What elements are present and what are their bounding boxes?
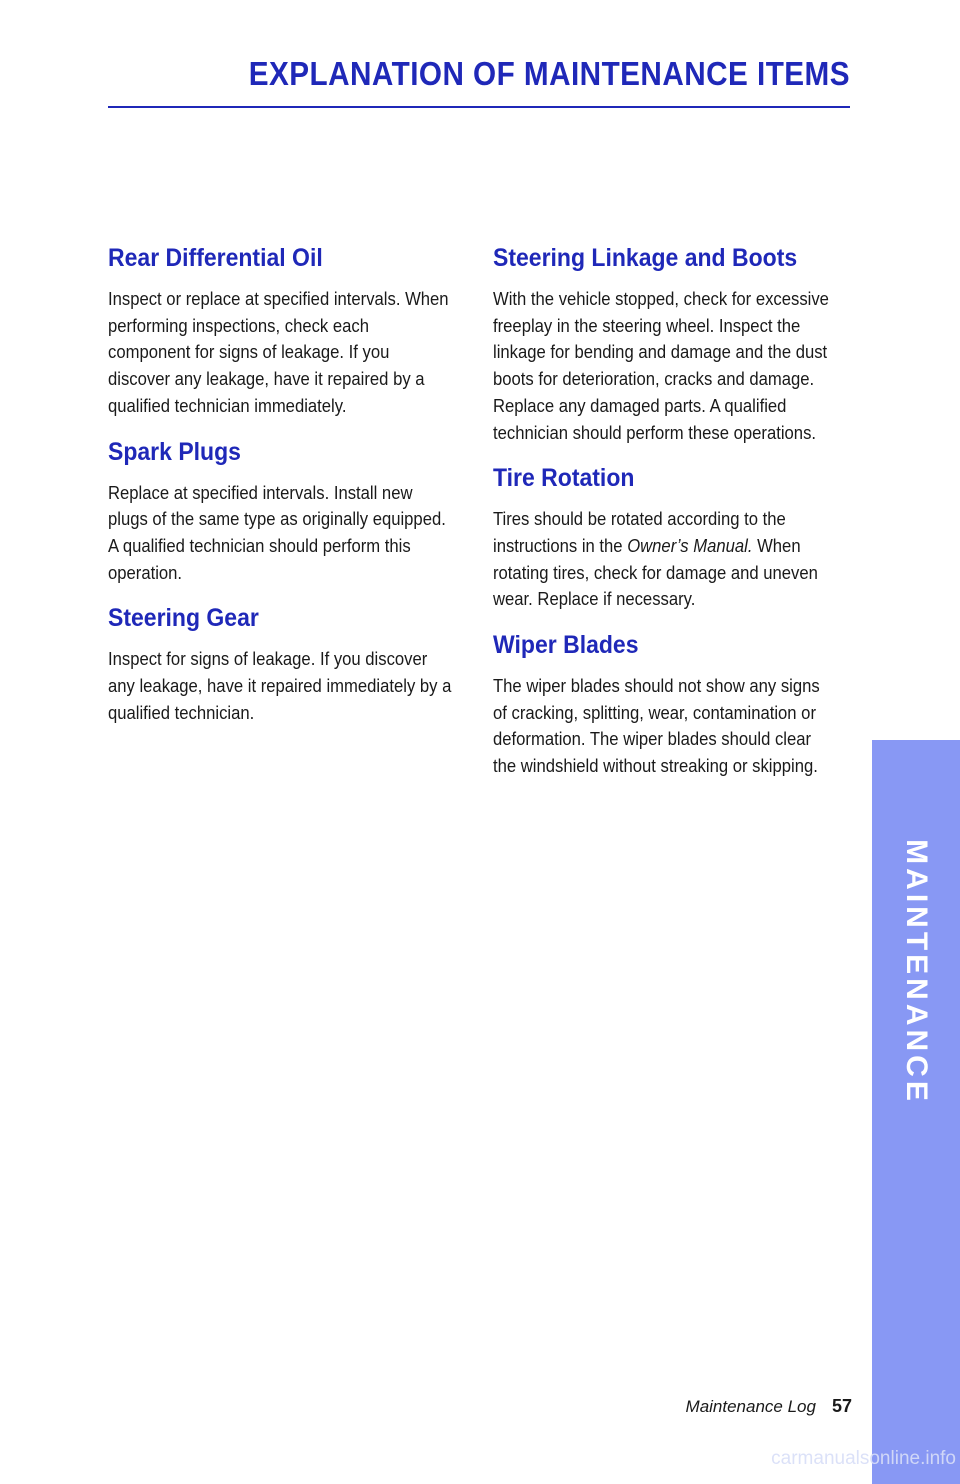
section-heading: Rear Differential Oil [108, 244, 323, 272]
section-steering-linkage-and-boots [493, 240, 838, 446]
page-number: 57 [831, 1396, 852, 1416]
section-body [493, 506, 838, 613]
section-heading: Steering Linkage and Boots [493, 244, 798, 272]
body-text: When rotating tires, check for damage and uneven wear. Replace if necessary. [493, 534, 818, 610]
section-spark-plugs [108, 434, 453, 587]
owners-manual-reference: Owner’s Manual. [627, 534, 753, 556]
page-footer [560, 1392, 852, 1422]
maintenance-section-tab [872, 740, 960, 1484]
right-column [493, 240, 838, 794]
section-heading: Steering Gear [108, 604, 259, 633]
section-heading: Wiper Blades [493, 631, 639, 660]
section-body: With the vehicle stopped, check for excessive freeplay in the steering wheel. Inspect the linkage for bending and damage and the dust boots for deterioration, cracks and damage. Replace any damaged parts. A qualified technician should perform these operations. [493, 288, 829, 443]
left-column [108, 240, 453, 740]
body-text: Tires should be rotated according to the instructions in the [493, 508, 786, 556]
section-body: Inspect or replace at specified intervals. When performing inspections, check each component for signs of leakage. If you discover any leakage, have it repaired by a qualified technician immediately. [108, 288, 449, 416]
section-heading: Spark Plugs [108, 437, 241, 466]
header-divider [108, 106, 850, 108]
watermark: carmanualsonline.info [771, 1448, 956, 1469]
section-heading: Tire Rotation [493, 464, 635, 493]
section-tire-rotation [493, 460, 838, 613]
section-body: Replace at specified intervals. Install new plugs of the same type as originally equipped. A qualified technician should perform this operation. [108, 481, 446, 583]
section-body: The wiper blades should not show any signs of cracking, splitting, wear, contamination or deformation. The wiper blades should clear the windshield without streaking or skipping. [493, 675, 820, 777]
page-title: EXPLANATION OF MAINTENANCE ITEMS [248, 55, 850, 92]
footer-section-name: Maintenance Log [685, 1397, 816, 1416]
section-body: Inspect for signs of leakage. If you discover any leakage, have it repaired immediately by a qualified technician. [108, 648, 452, 723]
section-steering-gear [108, 600, 453, 726]
section-wiper-blades [493, 627, 838, 780]
section-rear-differential-oil [108, 240, 453, 420]
section-tab-label: MAINTENANCE [900, 839, 933, 1105]
page-header [108, 54, 850, 94]
